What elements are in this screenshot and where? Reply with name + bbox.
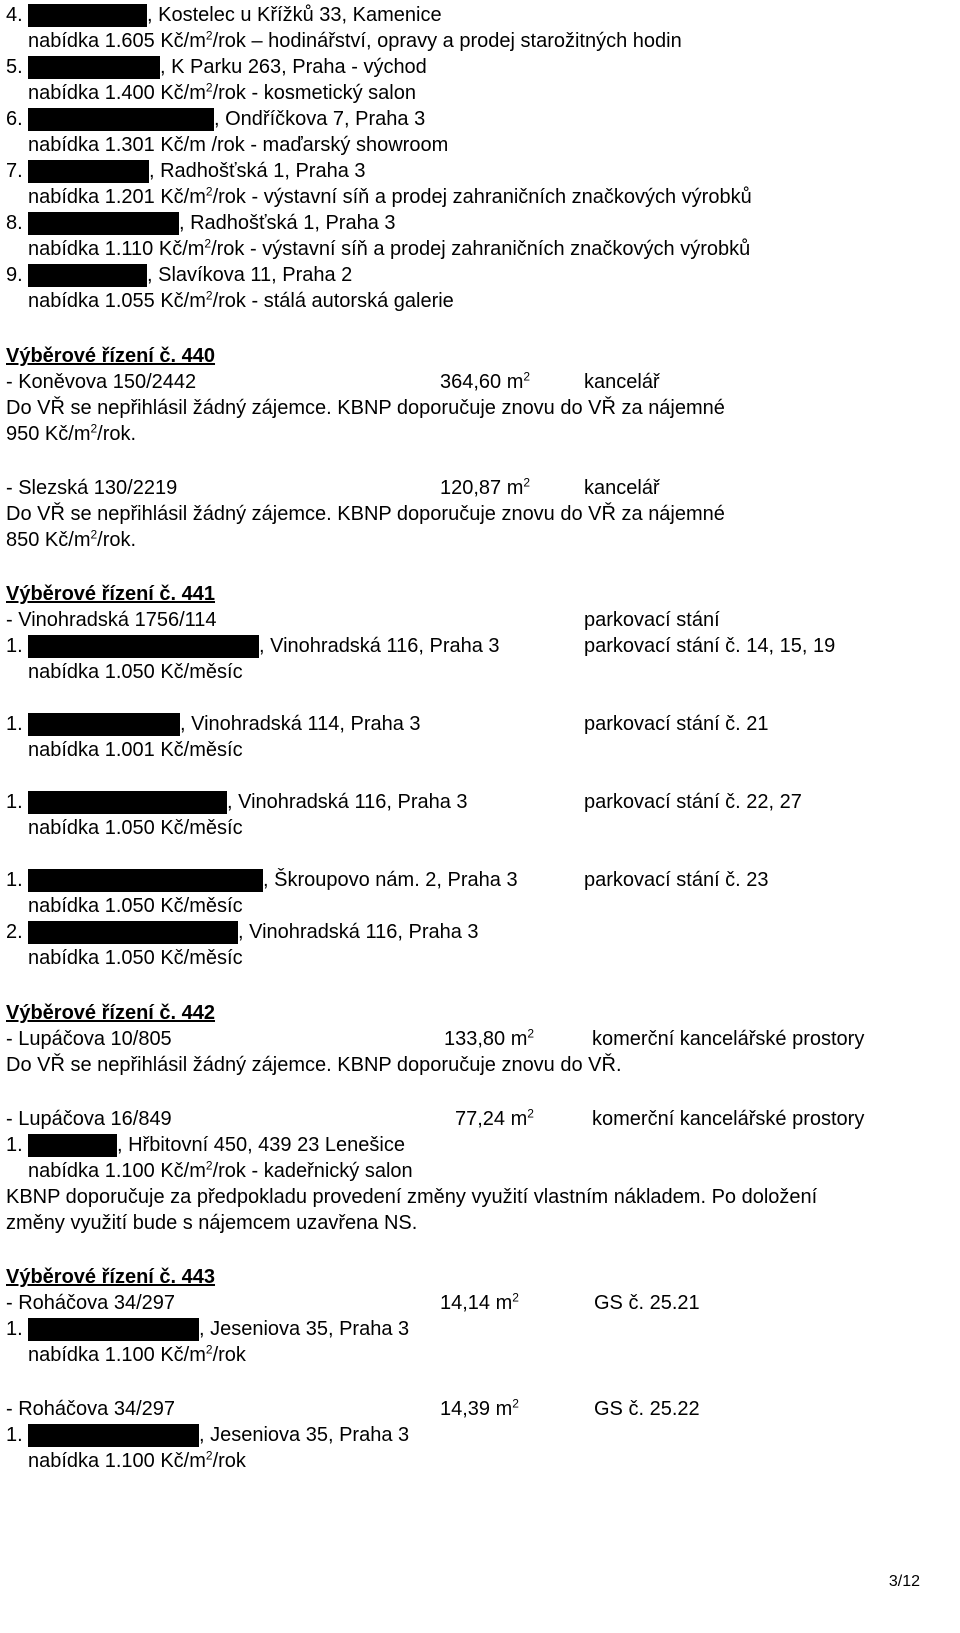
redacted-name [28,4,147,27]
redacted-name [28,1318,199,1341]
redacted-name [28,212,179,235]
redacted-name [28,1134,117,1157]
redacted-name [28,264,147,287]
redacted-name [28,921,238,944]
redacted-name [28,108,214,131]
redacted-name [28,791,227,814]
redacted-name [28,635,259,658]
redacted-name [28,56,160,79]
redacted-name [28,713,180,736]
document-page: 4. , Kostelec u Křížků 33, Kamenice nabídka 1.605 $Kč/m^2$/rok – hodinářství, opravy a prodej starožitných hodin 5. , K Parku 263, Praha - východ nabídka 1.400 $Kč/m^2$/rok - kosmetický salon 6. , Ondříčkova 7, Praha 3 nabídka 1.301 Kč/m /rok - maďarský showroom 7. , Radhošťská 1, Praha 3 nabídka 1.201 $Kč/m^2$/rok - výstavní síň a prodej zahraničních značkových výrobků 8. , Radhošťská 1, Praha 3 nabídka 1.110 $Kč/m^2$/rok - výstavní síň a prodej zahraničních značkových výrobků 9. , Slavíkova 11, Praha 2 nabídka 1.055 $Kč/m^2$/rok - stálá autorská galerie Výběrové řízení č. 440 - Koněvova 150/2442 364,60 $m^2$ kancelář Do VŘ se nepřihlásil žádný zájemce. KBNP doporučuje znovu do VŘ za nájemné 950 $Kč/m^2$/rok. - Slezská 130/2219 120,87 $m^2$ kancelář Do VŘ se nepřihlásil žádný zájemce. KBNP doporučuje znovu do VŘ za nájemné 850 $Kč/m^2$/rok. Výběrové řízení č. 441 - Vinohradská 1756/114 parkovací stání 1. , Vinohradská 116, Praha 3 parkovací stání č. 14, 15, 19 nabídka 1.050 Kč/měsíc 1. , Vinohradská 114, Praha 3 parkovací stání č. 21 nabídka 1.001 Kč/měsíc 1. , Vinohradská 116, Praha 3 parkovací stání č. 22, 27 nabídka 1.050 Kč/měsíc 1. , Škroupovo nám. 2, Praha 3 parkovací stání č. 23 nabídka 1.050 Kč/měsíc 2. , Vinohradská 116, Praha 3 nabídka 1.050 Kč/měsíc Výběrové řízení č. 442 - Lupáčova 10/805 133,80 $m^2$ komerční kancelářské prostory Do VŘ se nepřihlásil žádný zájemce. KBNP doporučuje znovu do VŘ. - Lupáčova 16/849 77,24 $m^2$ komerční kancelářské prostory 1. , Hřbitovní 450, 439 23 Lenešice nabídka 1.100 $Kč/m^2$/rok - kadeřnický salon KBNP doporučuje za předpokladu provedení změny využití vlastním nákladem. Po doložení změny využití bude s nájemcem uzavřena NS. Výběrové řízení č. 443 - Roháčova 34/297 14,14 $m^2$ GS č. 25.21 1. , Jeseniova 35, Praha 3 nabídka 1.100 $Kč/m^2$/rok - Roháčova 34/297 14,39 $m^2$ GS č. 25.22 1. , Jeseniova 35, Praha 3 nabídka 1.100 $Kč/m^2$/rok 3/12 [0,0,960,1633]
redacted-name [28,160,149,183]
redacted-name [28,869,263,892]
redacted-name [28,1424,199,1447]
page-number: 3/12 [888,1573,920,1590]
